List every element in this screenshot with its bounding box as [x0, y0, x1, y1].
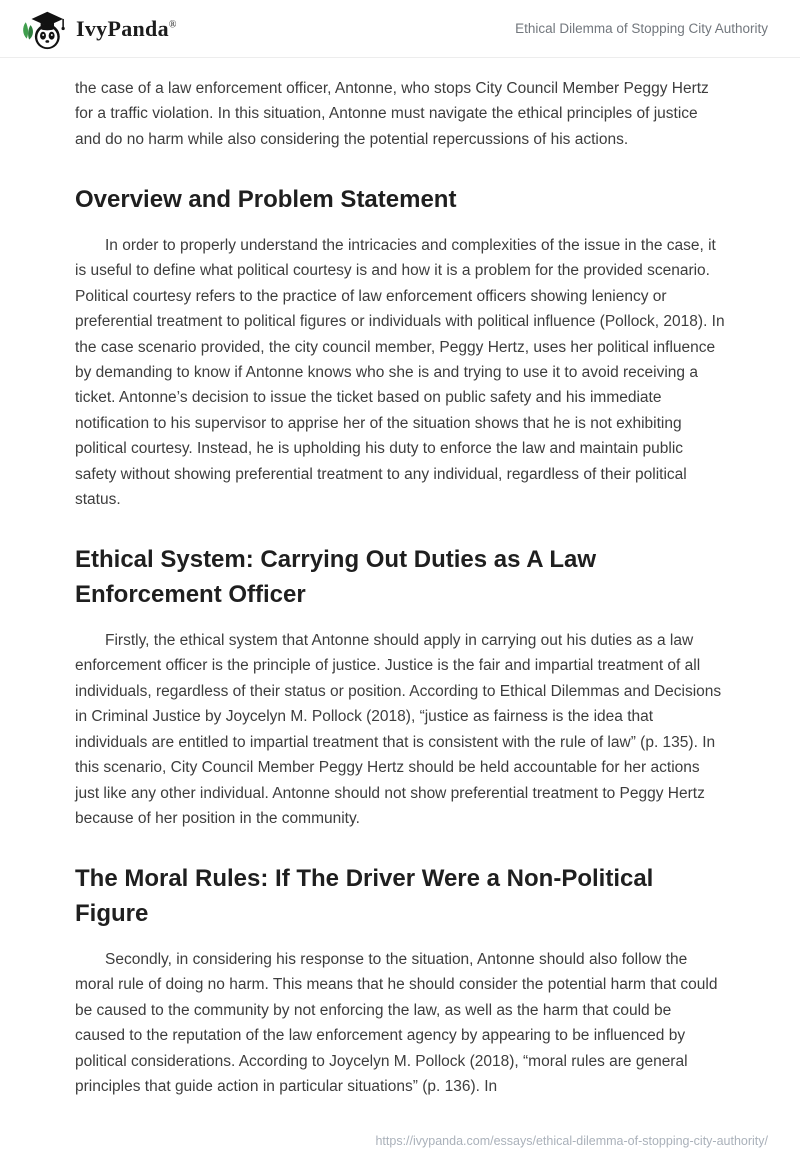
essay-content: [0, 58, 800, 1099]
section-paragraph-ethical-system: Firstly, the ethical system that Antonne should apply in carrying out his duties as a law enforcement officer is the principle of justice. Justice is the fair and impartial treatment of all individuals, regardless of their status or position. According to Ethical Dilemmas and Decisions in Criminal Justice by Joycelyn M. Pollock (2018), “justice as fairness is the idea that individuals are entitled to impartial treatment that is consistent with the rule of law” (p. 135). In this scenario, City Council Member Peggy Hertz should be held accountable for her actions just like any other individual. Antonne should not show preferential treatment to Peggy Hertz because of her position in the community.: [75, 632, 722, 827]
section-paragraph-overview: In order to properly understand the intricacies and complexities of the issue in the case, it is useful to define what political courtesy is and how it is a problem for the provided scenario. Political courtesy refers to the practice of law enforcement officers showing leniency or preferential treatment to political figures or individuals with political influence (Pollock, 2018). In the case scenario provided, the city council member, Peggy Hertz, uses her political influence by demanding to know if Antonne knows who she is and trying to use it to avoid receiving a ticket. Antonne’s decision to issue the ticket based on public safety and his immediate notification to his supervisor to apprise her of the situation shows that he is not exhibiting political courtesy. Instead, he is upholding his duty to enforce the law and maintain public safety without showing preferential treatment to any individual, regardless of their political status.: [75, 237, 725, 509]
document-title: Ethical Dilemma of Stopping City Authority: [515, 21, 768, 36]
section-heading-overview: Overview and Problem Statement: [75, 186, 457, 214]
page-header: [0, 0, 800, 58]
section-ethical-system: [75, 543, 725, 831]
registered-trademark: ®: [168, 19, 177, 31]
ivypanda-panda-logo-icon: [20, 6, 66, 52]
section-heading-moral-rules: The Moral Rules: If The Driver Were a Non-Political Figure: [75, 865, 654, 928]
brand[interactable]: [20, 6, 177, 52]
section-heading-ethical-system: Ethical System: Carrying Out Duties as A Law Enforcement Officer: [75, 546, 597, 609]
intro-paragraph: the case of a law enforcement officer, Antonne, who stops City Council Member Peggy Hertz for a traffic violation. In this situation, Antonne must navigate the ethical principles of justice and do no harm while also considering the potential repercussions of his actions.: [75, 80, 709, 148]
source-url[interactable]: https://ivypanda.com/essays/ethical-dilemma-of-stopping-city-authority/: [375, 1134, 768, 1148]
brand-name: [76, 16, 177, 42]
section-overview: [75, 183, 725, 512]
section-moral-rules: [75, 862, 725, 1099]
page-footer: [375, 1134, 768, 1148]
section-paragraph-moral-rules: Secondly, in considering his response to the situation, Antonne should also follow the moral rule of doing no harm. This means that he should consider the potential harm that could be caused to the community by not enforcing the law, as well as the harm that could be caused to the reputation of the law enforcement agency by appearing to be influenced by political considerations. According to Joycelyn M. Pollock (2018), “moral rules are general principles that guide action in particular situations” (p. 136). In: [75, 950, 718, 1095]
brand-text: IvyPanda: [76, 15, 169, 41]
